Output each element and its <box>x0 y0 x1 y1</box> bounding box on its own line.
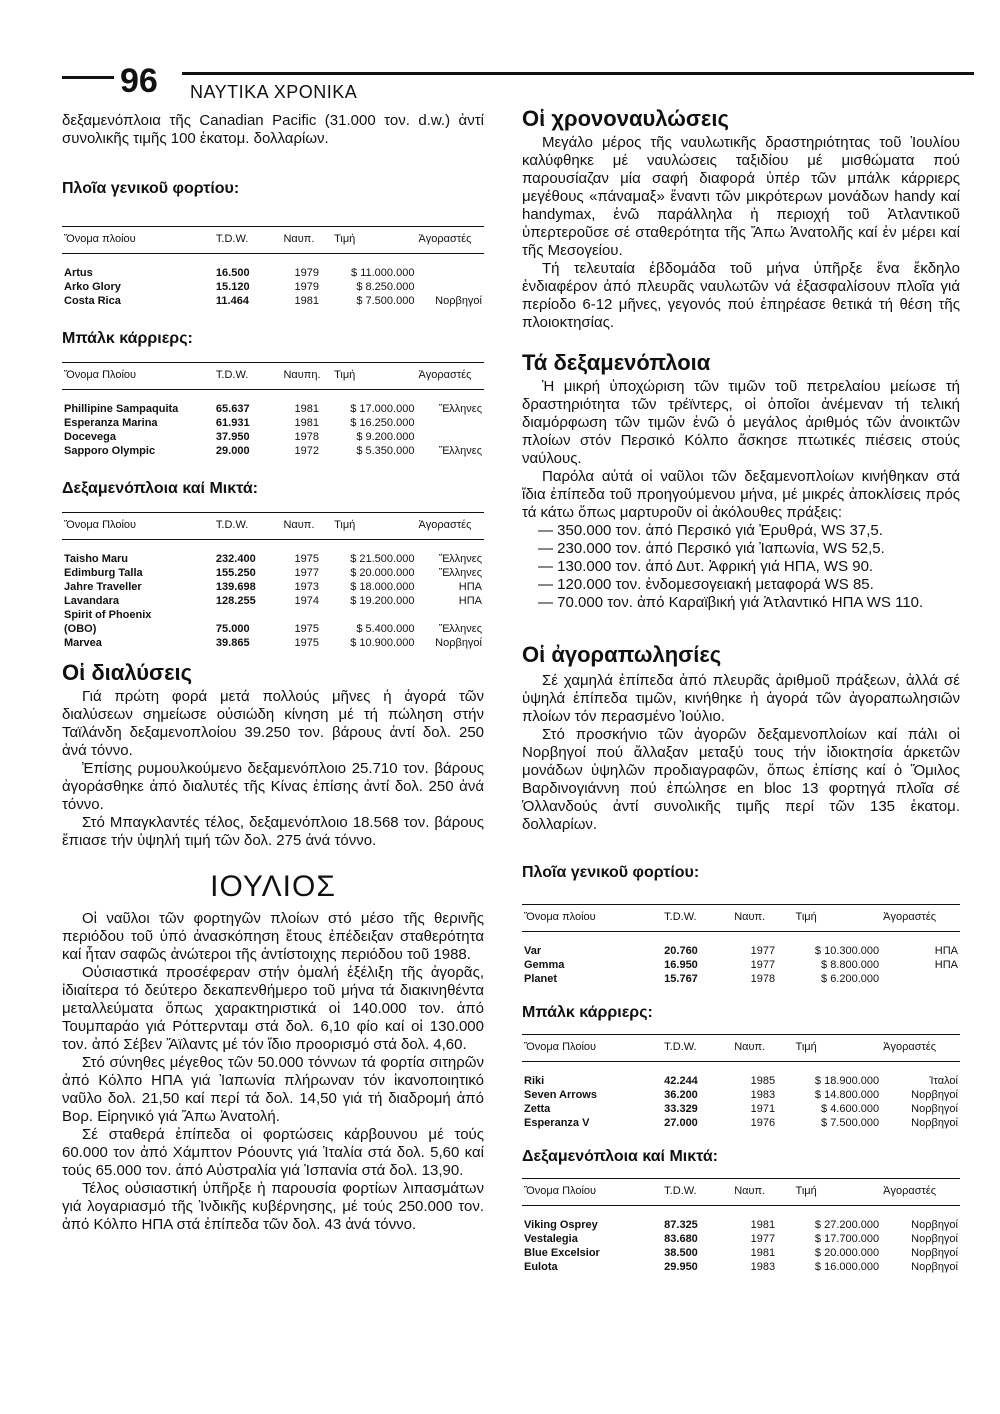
list-item: — 130.000 τον. ἀπό Δυτ. Ἀφρική γιά ΗΠΑ, WS 90. <box>538 558 874 575</box>
month-paragraph-2: Οὐσιαστικά προσέφεραν στήν ὁμαλή ἐξέλιξη τῆς ἀγορᾶς, ἰδιαίτερα τό δεύτερο δεκαπενθήμερο τοῦ μήνα τά διακινηθέντα μεταλλεύματα ὅπως χαρακτηριστικά οἱ 140.000 τον. ἀπό Τουμπαράο γιά Ρόττερνταμ στά δολ. 6,10 φίο καί οἱ 130.000 τον. ἀπό Σέβεν Ἄϊλαντς μέ τόν ἴδιο προορισμό στά δολ. 4,60. <box>62 964 484 1053</box>
scrapping-paragraph-2: Ἐπίσης ρυμουλκούμενο δεξαμενόπλοιο 25.710 τον. βάρους ἀγοράσθηκε ἀπό διαλυτές τῆς Κίνας ἐπίσης ἀντί δολ. 250 ἀνά τόννο. <box>62 760 484 813</box>
table-row: Esperanza V 27.000 1976 $ 7.500.000 Νορβηγοί <box>524 1117 958 1129</box>
table-row: Artus 16.500 1979 $ 11.000.000 <box>64 267 415 279</box>
col-tdw: T.D.W. <box>214 227 282 254</box>
month-paragraph-5: Τέλος οὐσιαστική ὑπῆρξε ἡ παρουσία φορτίων λιπασμάτων γιά λογαριασμό τῆς Ἰνδικῆς κυβέρνησης, μέ τούς 250.000 τον. ἀπό Κόλπο ΗΠΑ στά ἐπίπεδα τῶν δολ. 43 ἀνά τόννο. <box>62 1180 484 1233</box>
tankers-heading-2: Δεξαμενόπλοια καί Μικτά: <box>522 1148 718 1165</box>
page-number: 96 <box>120 62 158 100</box>
general-cargo-heading-2: Πλοῖα γενικοῦ φορτίου: <box>522 864 700 881</box>
list-item: — 350.000 τον. ἀπό Περσικό γιά Ἐρυθρά, WS 37,5. <box>538 522 883 539</box>
timecharter-paragraph-2: Τή τελευταία ἑβδομάδα τοῦ μήνα ὑπῆρξε ἕνα ἔκδηλο ἐνδιαφέρον ἀπό πλευρᾶς ναυλωτῶν νά ἐξασφαλίσουν πλοῖα γιά περίοδο 6-12 μῆνες, γεγονός πού ἐπηρέασε θετικά τή θέση τῆς πλοιοκτησίας. <box>522 260 960 331</box>
general-cargo-table-2 <box>522 904 960 986</box>
col-price: Τιμή <box>332 227 416 254</box>
right-column <box>522 106 960 1274</box>
tankers-fixture-list <box>522 522 960 612</box>
col-built: Ναυπ. <box>281 227 332 254</box>
tankers-paragraph-1: Ἡ μικρή ὑποχώριση τῶν τιμῶν τοῦ πετρελαίου μείωσε τή δραστηριότητα τῶν τρέϊντερς, οἱ ὁποῖοι ἀνέμεναν τή τελική διαμόρφωση τῶν τιμῶν ἐνῶ ὁ μεγάλος ἀριθμός τῶν ἀνοικτῶν πλοίων στόν Περσικό Κόλπο ἄσκησε πτωτικές πιέσεις στούς ναύλους. <box>522 378 960 467</box>
list-item: — 70.000 τον. ἀπό Καραϊβική γιά Ἀτλαντικό ΗΠΑ WS 110. <box>538 594 924 611</box>
header-rule-right <box>182 72 974 75</box>
timecharter-paragraph-1: Μεγάλο μέρος τῆς ναυλωτικῆς δραστηριότητας τοῦ Ἰουλίου καλύφθηκε μέ ναυλώσεις ταξιδίου μέ μισθώματα πού παρουσίαζαν μία σαφή διαφορά ὑπέρ τῶν μπάλκ κάρριερς μεγέθους «πάναμαξ» ἔναντι τῶν μικρότερων μονάδων handy καί handymax, ἐνῶ παράλληλα ἡ περιοχή τοῦ Ἀτλαντικοῦ ὑπερτεροῦσε σέ σταθερότητα τῆς Ἄπω Ἀνατολῆς καί ἐν μέρει καί τῆς Μεσογείου. <box>522 134 960 259</box>
sales-paragraph-1: Σέ χαμηλά ἐπίπεδα ἀπό πλευρᾶς ἀριθμοῦ πράξεων, ἀλλά σέ ὑψηλά ἐπίπεδα τιμῶν, κινήθηκε ἡ ἀγορά τῶν ἀγοραπωλησιῶν πλοίων τόν περασμένο Ἰούλιο. <box>522 672 960 725</box>
month-paragraph-3: Στό σύνηθες μέγεθος τῶν 50.000 τόννων τά φορτία σιτηρῶν ἀπό Κόλπο ΗΠΑ γιά Ἰαπωνία πλήρωναν τόν ἱκανοποιητικό ναῦλο δολ. 21,50 καί περί τά δολ. 14,50 γιά τή διαδρομή ἀπό Βορ. Εἰρηνικό γιά Ἄπω Ἀνατολή. <box>62 1054 484 1125</box>
list-item: — 230.000 τον. ἀπό Περσικό γιά Ἰαπωνία, WS 52,5. <box>538 540 885 557</box>
sales-heading: Οἱ ἀγοραπωλησίες <box>522 642 722 667</box>
table-row: Taisho Maru 232.400 1975 $ 21.500.000 Ἕλληνες <box>64 553 482 565</box>
table-row: Arko Glory 15.120 1979 $ 8.250.000 <box>64 281 415 293</box>
table-row: Riki 42.244 1985 $ 18.900.000 Ἰταλοί <box>524 1075 958 1087</box>
table-row: Vestalegia 83.680 1977 $ 17.700.000 Νορβηγοί <box>524 1233 958 1245</box>
table-header-row: Ὄνομα Πλοίου T.D.W. Ναυπ. Τιμή Ἀγοραστές <box>62 513 484 540</box>
table-header-row <box>62 227 484 254</box>
header-rule-left <box>62 76 114 79</box>
table-row: Lavandara 128.255 1974 $ 19.200.000 ΗΠΑ <box>64 595 482 607</box>
table-header-row: Ὄνομα Πλοίου T.D.W. Ναυπ. Τιμή Ἀγοραστές <box>522 1035 960 1062</box>
general-cargo-table <box>62 226 484 308</box>
bulk-heading-2: Μπάλκ κάρριερς: <box>522 1004 653 1021</box>
table-header-row: Ὄνομα Πλοίου T.D.W. Ναυπ. Τιμή Ἀγοραστές <box>522 1179 960 1206</box>
list-item: — 120.000 τον. ἐνδομεσογειακή μεταφορά WS 85. <box>538 576 874 593</box>
bulk-table <box>62 362 484 458</box>
intro-paragraph: δεξαμενόπλοια τῆς Canadian Pacific (31.000 τον. d.w.) ἀντί συνολικῆς τιμῆς 100 ἑκατομ. δολλαρίων. <box>62 112 484 147</box>
col-name: Ὄνομα πλοίου <box>62 227 214 254</box>
tankers-section-heading: Τά δεξαμενόπλοια <box>522 350 711 375</box>
tankers-heading: Δεξαμενόπλοια καί Μικτά: <box>62 480 258 497</box>
table-row: Edimburg Talla 155.250 1977 $ 20.000.000 Ἕλληνες <box>64 567 482 579</box>
col-buyers: Ἀγοραστές <box>416 227 484 254</box>
table-row: Jahre Traveller 139.698 1973 $ 18.000.000 ΗΠΑ <box>64 581 482 593</box>
table-row: Zetta 33.329 1971 $ 4.600.000 Νορβηγοί <box>524 1103 958 1115</box>
month-paragraph-4: Σέ σταθερά ἐπίπεδα οἱ φορτώσεις κάρβουνου μέ τούς 60.000 τον ἀπό Χάμπτον Ρόουντς γιά Ἰταλία στά δολ. 5,60 καί τούς 65.000 τον. ἀπό Αὐστραλία γιά Ἱσπανία στά δολ. 13,90. <box>62 1126 484 1179</box>
table-row: Gemma 16.950 1977 $ 8.800.000 ΗΠΑ <box>524 959 958 971</box>
table-row: Marvea 39.865 1975 $ 10.900.000 Νορβηγοί <box>64 637 482 649</box>
table-row: Planet 15.767 1978 $ 6.200.000 <box>524 973 880 985</box>
table-row: Blue Excelsior 38.500 1981 $ 20.000.000 Νορβηγοί <box>524 1247 958 1259</box>
table-row: Eulota 29.950 1983 $ 16.000.000 Νορβηγοί <box>524 1261 958 1273</box>
table-header-row: Ὄνομα Πλοίου T.D.W. Ναυπη. Τιμή Ἀγοραστές <box>62 363 484 390</box>
bulk-heading: Μπάλκ κάρριερς: <box>62 330 193 347</box>
table-row: Spirit of Phoenix <box>64 609 152 621</box>
table-row: Esperanza Marina 61.931 1981 $ 16.250.000 <box>64 417 415 429</box>
table-row: Viking Osprey 87.325 1981 $ 27.200.000 Νορβηγοί <box>524 1219 958 1231</box>
table-row: Sapporo Olympic 29.000 1972 $ 5.350.000 Ἕλληνες <box>64 445 482 457</box>
table-row: Costa Rica 11.464 1981 $ 7.500.000 Νορβηγοί <box>64 295 482 307</box>
sales-paragraph-2: Στό προσκήνιο τῶν ἀγορῶν δεξαμενοπλοίων καί πάλι οἱ Νορβηγοί πού ἄλλαξαν μεταξύ τους τήν ἰδιοκτησία ἀρκετῶν μονάδων ὑψηλῶν προδιαγραφῶν, ὅπως ἐπίσης καί ὁ Ὅμιλος Βαρδινογιάννη πού ἐπώλησε en bloc 13 φορτηγά πλοῖα σέ Ὁλλανδούς ἀντί συνολικῆς τιμῆς περί τῶν 135 ἑκατομ. δολλαρίων. <box>522 726 960 833</box>
tankers-paragraph-2: Παρόλα αὐτά οἱ ναῦλοι τῶν δεξαμενοπλοίων κινήθηκαν στά ἴδια ἐπίπεδα τοῦ προηγούμενου μήνα, μέ μικρές ἀποκλίσεις πρός τά κάτω ὅπως μαρτυροῦν οἱ ἀκόλουθες πράξεις: <box>522 468 960 521</box>
scrapping-paragraph-3: Στό Μπαγκλαντές τέλος, δεξαμενόπλοιο 18.568 τον. βάρους ἔπιασε τήν ὑψηλή τιμή τῶν δολ. 275 ἀνά τόννο. <box>62 814 484 849</box>
table-row: Var 20.760 1977 $ 10.300.000 ΗΠΑ <box>524 945 958 957</box>
magazine-title: ΝΑΥΤΙΚΑ ΧΡΟΝΙΚΑ <box>190 82 358 102</box>
table-header-row: Ὄνομα πλοίου T.D.W. Ναυπ. Τιμή Ἀγοραστές <box>522 905 960 932</box>
table-row: Phillipine Sampaquita 65.637 1981 $ 17.000.000 Ἕλληνες <box>64 403 482 415</box>
scrapping-heading: Οἱ διαλύσεις <box>62 660 193 685</box>
table-row: Seven Arrows 36.200 1983 $ 14.800.000 Νορβηγοί <box>524 1089 958 1101</box>
tankers-table <box>62 512 484 650</box>
bulk-table-2 <box>522 1034 960 1130</box>
month-paragraph-1: Οἱ ναῦλοι τῶν φορτηγῶν πλοίων στό μέσο τῆς θερινῆς περιόδου τοῦ ὑπό ἀνασκόπηση ἔτους ἐπέδειξαν σταθερότητα καί ἦταν σαφῶς ἀνώτεροι τῆς ἀντίστοιχης περιόδου τοῦ 1988. <box>62 910 484 963</box>
table-row: Docevega 37.950 1978 $ 9.200.000 <box>64 431 415 443</box>
month-heading: ΙΟΥΛΙΟΣ <box>210 870 336 903</box>
tankers-table-2 <box>522 1178 960 1274</box>
scrapping-paragraph-1: Γιά πρώτη φορά μετά πολλούς μῆνες ἡ ἀγορά τῶν διαλύσεων σημείωσε οὐσιώδη κίνηση μέ τή πώληση στήν Ταϊλάνδη δεξαμενοπλοίου 39.250 τον. βάρους ἀντί δολ. 250 ἀνά τόννο. <box>62 688 484 759</box>
left-column <box>62 112 484 1234</box>
table-row: (OBO) 75.000 1975 $ 5.400.000 Ἕλληνες <box>64 623 482 635</box>
general-cargo-heading: Πλοῖα γενικοῦ φορτίου: <box>62 180 240 197</box>
timecharter-heading: Οἱ χρονοναυλώσεις <box>522 106 729 131</box>
